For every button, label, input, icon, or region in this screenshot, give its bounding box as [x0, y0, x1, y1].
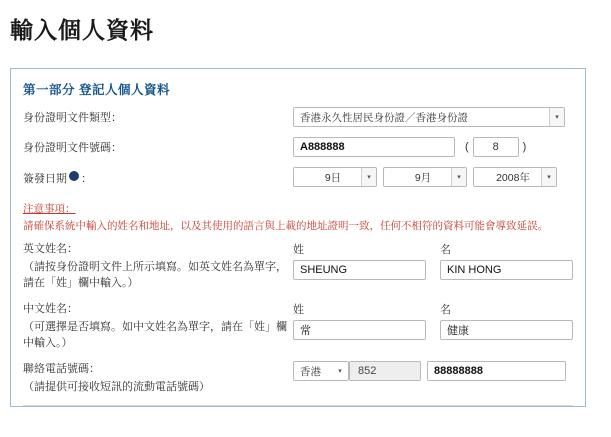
doc-number-field-group [293, 137, 573, 157]
phone-hint: （請提供可接收短訊的流動電話號碼） [23, 381, 210, 393]
doc-type-select[interactable] [293, 107, 565, 127]
chinese-name-row [11, 301, 585, 351]
english-name-label [23, 241, 293, 291]
doc-number-row [11, 137, 585, 157]
issue-date-month-select[interactable] [383, 167, 467, 187]
doc-type-field-group [293, 107, 573, 127]
info-icon[interactable] [69, 171, 79, 181]
english-given-column [440, 241, 573, 280]
phone-country-select[interactable] [293, 361, 349, 381]
personal-info-form-panel [10, 68, 586, 407]
doc-number-label: 身份證明文件號碼： [23, 142, 122, 154]
issue-date-day-value: 9日 [324, 171, 342, 184]
english-given-input[interactable]: KIN HONG [440, 260, 573, 280]
phone-number-input[interactable]: 88888888 [427, 361, 566, 381]
chinese-surname-label: 姓 [293, 304, 304, 316]
notice-title: 注意事項： [23, 203, 76, 215]
phone-label [23, 361, 293, 395]
chinese-name-fields [293, 301, 587, 340]
doc-type-row [11, 107, 585, 127]
doc-number-input[interactable]: A888888 [293, 137, 455, 157]
issue-date-day-select[interactable] [293, 167, 377, 187]
chinese-given-column [440, 301, 573, 340]
chinese-name-label-text: 中文姓名： [23, 303, 78, 315]
chinese-given-input[interactable]: 健康 [440, 320, 573, 340]
phone-label-text: 聯絡電話號碼： [23, 363, 100, 375]
issue-date-row [11, 167, 585, 187]
english-name-fields [293, 241, 587, 280]
issue-date-label [23, 167, 293, 187]
phone-country-value: 香港 [300, 365, 321, 378]
english-surname-column [293, 241, 426, 280]
chinese-name-label [23, 301, 293, 351]
issue-date-field-group [293, 167, 573, 187]
chevron-down-icon[interactable]: ▾ [338, 368, 342, 375]
chinese-given-label: 名 [440, 304, 451, 316]
phone-row [11, 361, 585, 395]
check-digit-open-paren: ( [465, 141, 469, 153]
check-digit-close-paren: ) [522, 141, 527, 153]
notice-body: 請確保系統中輸入的姓名和地址，以及其使用的語言與上載的地址證明一致，任何不相符的資料可能會導致延誤。 [23, 220, 548, 232]
english-name-label-text: 英文姓名： [23, 243, 78, 255]
phone-country-code: 852 [349, 361, 421, 381]
english-name-row [11, 241, 585, 291]
english-surname-input[interactable]: SHEUNG [293, 260, 426, 280]
chinese-surname-column [293, 301, 426, 340]
section-title: 第一部分 登記人個人資料 [23, 83, 170, 97]
page-title: 輸入個人資料 [10, 17, 154, 43]
issue-date-month-value: 9月 [414, 171, 432, 184]
chevron-down-icon[interactable]: ▾ [361, 168, 376, 186]
issue-date-label-suffix: ： [81, 173, 92, 185]
chevron-down-icon[interactable]: ▾ [549, 108, 564, 126]
english-surname-label: 姓 [293, 244, 304, 256]
notice-block [11, 201, 585, 233]
doc-type-label: 身份證明文件類型： [23, 112, 122, 124]
chevron-down-icon[interactable]: ▾ [451, 168, 466, 186]
chinese-surname-input[interactable]: 常 [293, 320, 426, 340]
english-given-label: 名 [440, 244, 451, 256]
issue-date-year-value: 2008年 [496, 171, 530, 184]
check-digit-input[interactable]: 8 [473, 137, 519, 157]
check-digit-group [465, 137, 526, 157]
doc-type-selected-value: 香港永久性居民身份證／香港身份證 [300, 111, 468, 124]
section-divider [23, 405, 573, 406]
chinese-name-hint: （可選擇是否填寫。如中文姓名為單字，請在「姓」欄中輸入。） [23, 321, 287, 349]
chevron-down-icon[interactable]: ▾ [541, 168, 556, 186]
phone-fields [293, 361, 573, 381]
english-name-hint: （請按身份證明文件上所示填寫。如英文姓名為單字，請在「姓」欄中輸入。） [23, 261, 287, 289]
issue-date-label-text: 簽發日期 [23, 173, 67, 185]
issue-date-year-select[interactable] [473, 167, 557, 187]
